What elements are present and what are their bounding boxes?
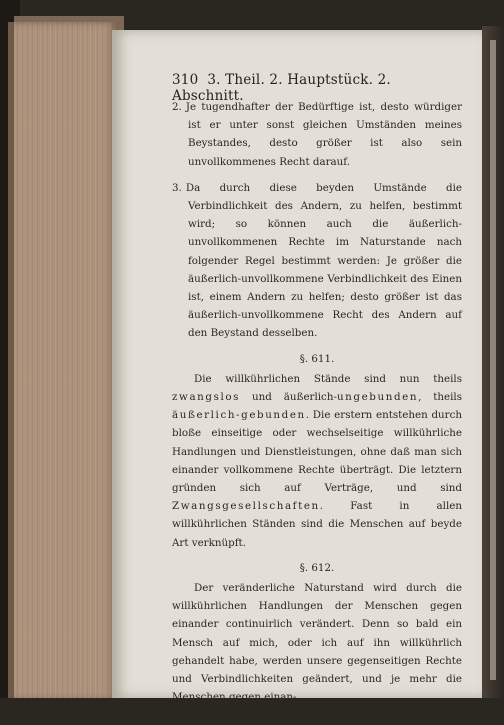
spaced-term: Zwangsgesellschaften <box>172 500 320 513</box>
list-item <box>172 179 462 343</box>
section-heading-611: §. 611. <box>299 352 335 365</box>
section-611-paragraph: Die willkührlichen Stände sind nun theils zwangslos und äußerlich-ungebunden, theils äußerlich-gebunden. Die erstern entstehen durch bloße einseitige oder wechselseitige willkührliche Handlungen und Dienstleistungen, ohne daß man sich einander vollkommene Rechte überträgt. Die letztern gründen sich auf Verträge, und sind Zwangsgesellschaften. Fast in allen willkührlichen Ständen sind die Menschen auf beyde Art verknüpft. <box>172 372 463 549</box>
item-text: Je tugendhafter der Bedürftige ist, desto würdiger ist er unter sonst gleichen Umständen meines Beystandes, desto größer ist also sein unvollkommenes Recht darauf. <box>185 101 462 168</box>
spaced-term: äußerlich-gebunden <box>172 409 306 422</box>
item-number: 2. <box>172 101 182 113</box>
catchword: der <box>444 709 462 722</box>
facing-page-sliver <box>490 40 496 680</box>
item-number: 3. <box>172 181 182 194</box>
spaced-term: ungebunden <box>336 391 419 404</box>
page-body <box>172 98 462 725</box>
section-heading-612: §. 612. <box>299 561 335 574</box>
list-item <box>172 98 462 171</box>
running-head-title: 3. Theil. 2. Hauptstück. 2. Abschnitt. <box>172 72 391 104</box>
page-number: 310 <box>172 72 199 88</box>
page-block-edges <box>8 22 118 700</box>
section-612-paragraph: Der veränderliche Naturstand wird durch die willkührlichen Handlungen der Menschen gegen einander continuirlich verändert. Denn so bald ein Mensch auf mich, oder ich auf ihn willkührlich gehandelt habe, werden unsere gegenseitigen Rechte und Verbindlichkeiten geändert, und je mehr die Menschen gegen einan- <box>172 582 462 704</box>
spaced-term: zwangslos <box>172 391 241 404</box>
item-text: Da durch diese beyden Umstände die Verbindlichkeit des Andern, zu helfen, bestimmt wird; so können auch die äußerlich-unvollkommenen Rechte im Naturstande nach folgender Regel bestimmt werden: Je größer die äußerlich-unvollkommene Verbindlichkeit des Einen ist, einem Andern zu helfen; desto größer ist das äußerlich-unvollkommene Recht des Andern auf den Beystand desselben. <box>185 181 462 340</box>
